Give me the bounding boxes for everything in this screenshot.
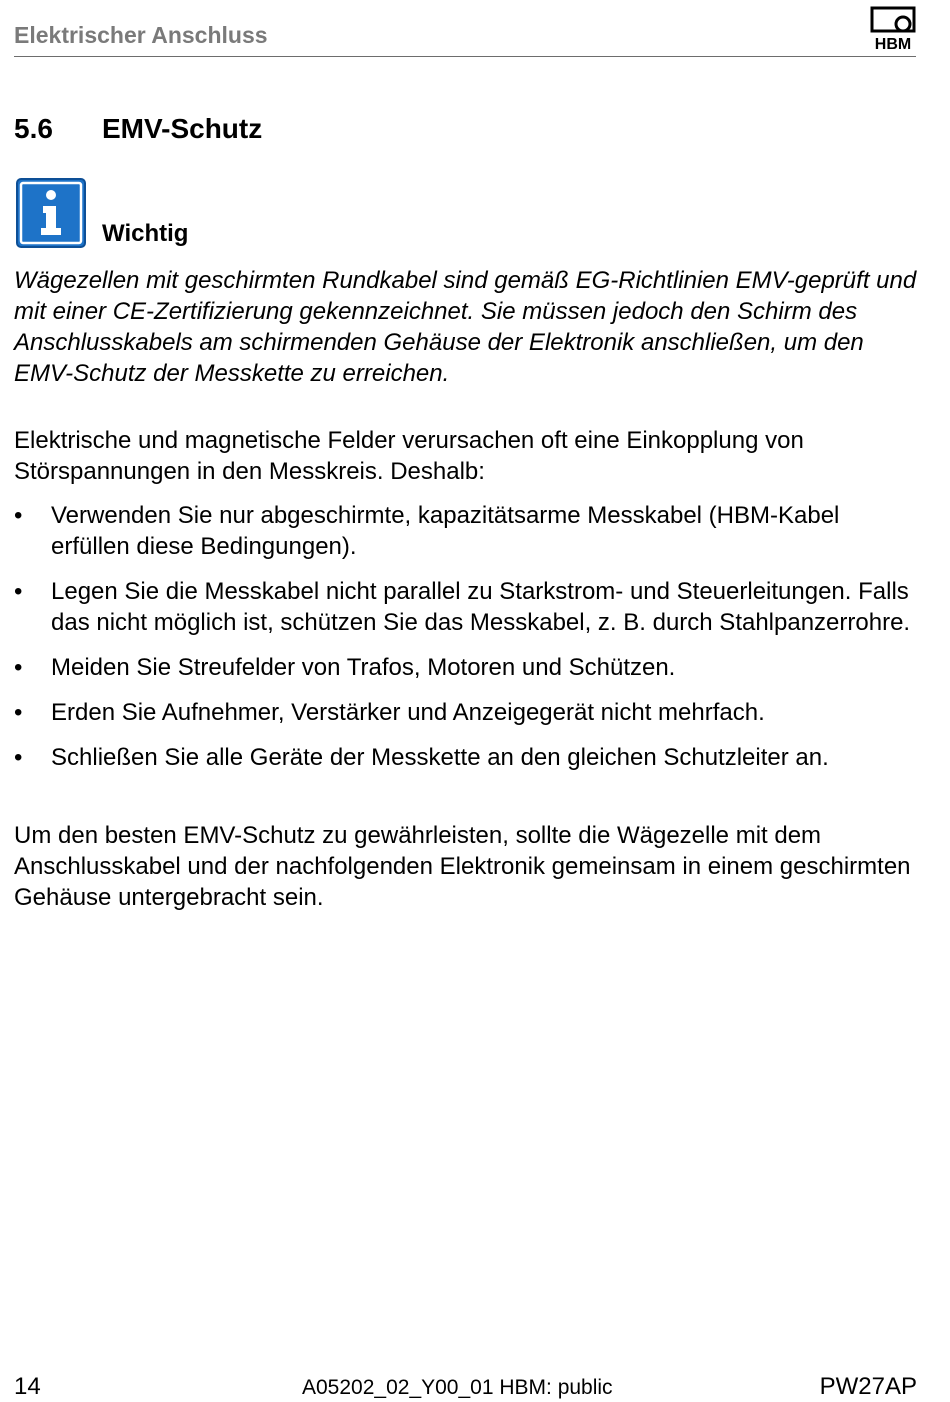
list-item-text: Schließen Sie alle Geräte der Messkette an den gleichen Schutzleiter an. — [51, 744, 829, 771]
list-item — [14, 576, 919, 638]
section-number: 5.6 — [14, 113, 53, 144]
list-item-text: Legen Sie die Messkabel nicht parallel zu Starkstrom- und Steuerleitungen. Falls das nicht möglich ist, schützen Sie das Messkabel, z. B. durch Stahlpanzerrohre. — [51, 578, 911, 636]
list-item — [14, 742, 919, 773]
header-title: Elektrischer Anschluss — [14, 22, 268, 48]
section-heading — [14, 113, 262, 145]
bullet: • — [14, 744, 23, 771]
page-header — [14, 18, 916, 57]
notice-text: Wägezellen mit geschirmten Rundkabel sind gemäß EG-Richtlinien EMV-geprüft und mit einer CE-Zertifizierung gekennzeichnet. Sie müssen jedoch den Schirm des Anschlusskabels am schirmenden Gehäuse der Elektronik anschließen, um den EMV-Schutz der Messkette zu erreichen. — [14, 267, 917, 387]
hbm-logo — [870, 6, 916, 52]
page-number: 14 — [14, 1373, 41, 1400]
product-name: PW27AP — [819, 1373, 917, 1400]
notice-label: Wichtig — [102, 220, 189, 247]
closing-paragraph: Um den besten EMV-Schutz zu gewährleisten, sollte die Wägezelle mit dem Anschlusskabel und der nachfolgenden Elektronik gemeinsam in einem geschirmten Gehäuse untergebracht sein. — [14, 822, 911, 911]
hbm-logo-text: HBM — [874, 36, 912, 52]
document-id: A05202_02_Y00_01 HBM: public — [302, 1376, 613, 1399]
list-item — [14, 500, 919, 562]
list-item — [14, 652, 919, 683]
intro-paragraph: Elektrische und magnetische Felder verursachen oft eine Einkopplung von Störspannungen in den Messkreis. Deshalb: — [14, 427, 804, 485]
measures-list — [14, 500, 919, 787]
list-item-text: Verwenden Sie nur abgeschirmte, kapazitätsarme Messkabel (HBM-Kabel erfüllen diese Bedingungen). — [51, 502, 840, 560]
bullet: • — [14, 654, 23, 681]
list-item-text: Erden Sie Aufnehmer, Verstärker und Anzeigegerät nicht mehrfach. — [51, 699, 765, 726]
bullet: • — [14, 699, 23, 726]
section-title: EMV-Schutz — [102, 113, 263, 144]
info-icon — [16, 178, 86, 248]
list-item — [14, 697, 919, 728]
bullet: • — [14, 578, 23, 605]
bullet: • — [14, 502, 23, 529]
list-item-text: Meiden Sie Streufelder von Trafos, Motoren und Schützen. — [51, 654, 676, 681]
